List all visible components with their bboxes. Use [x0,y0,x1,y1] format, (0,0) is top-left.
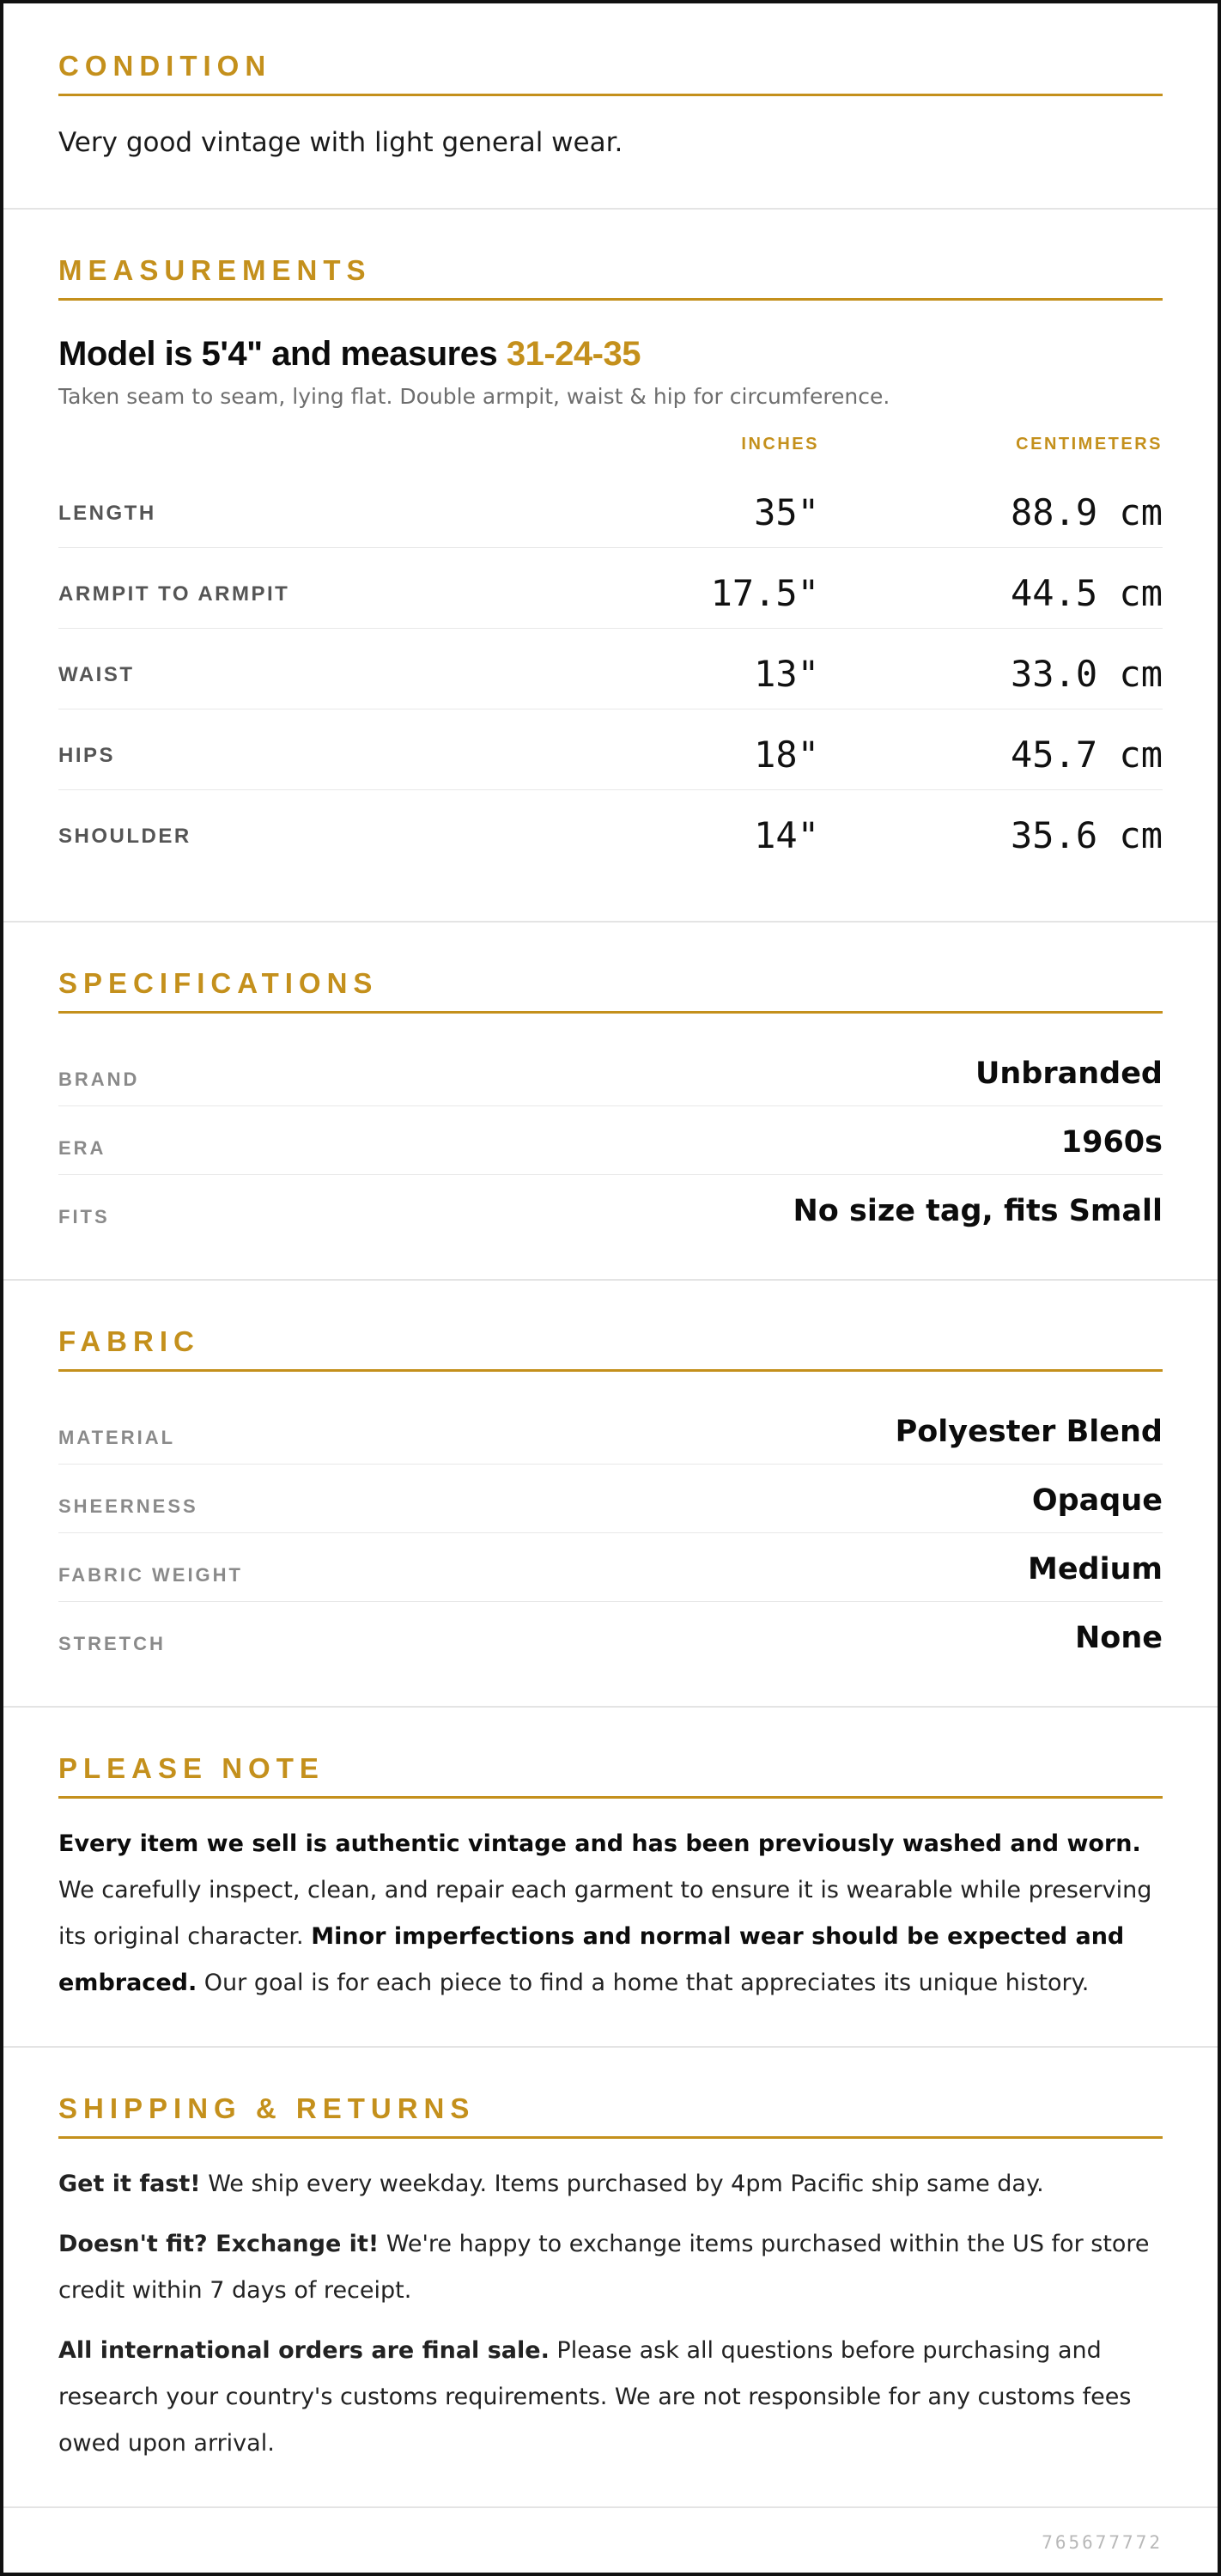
measurement-label: ARMPIT TO ARMPIT [58,582,290,606]
note-text-2: Our goal is for each piece to find a home that appreciates its unique history. [197,1970,1090,1996]
measurement-inches: 17.5" [710,572,819,614]
fabric-value: Polyester Blend [895,1415,1163,1449]
specifications-heading: SPECIFICATIONS [58,969,1163,1014]
spec-value: 1960s [1060,1125,1163,1160]
measurement-inches: 14" [754,814,819,856]
shipping-text-2: We're happy to exchange items purchased within the US for store credit within 7 days of receipt. [58,2231,1150,2304]
measurement-cm: 33.0 cm [1010,653,1163,695]
list-item [58,1038,1163,1106]
table-row [58,467,1163,548]
centimeters-column-header: CENTIMETERS [1016,435,1163,454]
exchange-paragraph [58,2221,1163,2314]
condition-heading: CONDITION [58,52,1163,96]
measurements-heading: MEASUREMENTS [58,256,1163,301]
model-prefix: Model is 5'4" and measures [58,335,507,373]
note-bold-1: Every item we sell is authentic vintage and has been previously washed and worn. [58,1830,1141,1857]
measurement-inches: 35" [754,491,819,533]
fabric-heading: FABRIC [58,1327,1163,1372]
measurement-label: SHOULDER [58,825,191,848]
spec-key: BRAND [58,1069,140,1090]
shipping-text-1: We ship every weekday. Items purchased by 4pm Pacific ship same day. [200,2171,1044,2197]
international-paragraph [58,2328,1163,2467]
fabric-value: Medium [1027,1552,1163,1586]
shipping-returns-heading: SHIPPING & RETURNS [58,2094,1163,2139]
list-item [58,1175,1163,1244]
note-text-1: We carefully inspect, clean, and repair each garment to ensure it is wearable while preserving its original character. [58,1877,1152,1950]
measurement-label: HIPS [58,744,116,767]
table-row [58,548,1163,629]
fabric-value: Opaque [1031,1483,1163,1518]
fabric-key: FABRIC WEIGHT [58,1564,243,1586]
condition-text: Very good vintage with light general wear. [58,127,623,158]
shipping-paragraph [58,2161,1163,2208]
spec-value: No size tag, fits Small [793,1194,1163,1228]
measurement-label: LENGTH [58,502,156,525]
fabric-list [58,1396,1163,1671]
please-note-text [58,1821,1163,2007]
specifications-section [3,923,1218,1281]
specifications-list [58,1038,1163,1244]
measurement-inches: 13" [754,653,819,695]
spec-key: FITS [58,1206,110,1227]
footer [3,2508,1218,2576]
list-item [58,1396,1163,1465]
shipping-bold-2: Doesn't fit? Exchange it! [58,2231,380,2257]
fabric-key: STRETCH [58,1633,166,1654]
model-measurements [58,335,1163,374]
please-note-heading: PLEASE NOTE [58,1754,1163,1799]
table-row [58,709,1163,790]
spec-value: Unbranded [975,1057,1163,1091]
measurement-cm: 35.6 cm [1010,814,1163,856]
list-item [58,1602,1163,1671]
measurement-cm: 88.9 cm [1010,491,1163,533]
measurements-table [58,435,1163,871]
please-note-section [3,1708,1218,2048]
list-item [58,1465,1163,1533]
measurement-cm: 44.5 cm [1010,572,1163,614]
list-item [58,1533,1163,1602]
fabric-key: MATERIAL [58,1427,176,1448]
table-row [58,790,1163,871]
measurement-method-note: Taken seam to seam, lying flat. Double armpit, waist & hip for circumference. [58,384,890,409]
model-figures: 31-24-35 [506,335,641,373]
inches-column-header: INCHES [741,435,819,454]
condition-section [3,3,1218,210]
fabric-key: SHEERNESS [58,1495,198,1517]
fabric-section [3,1281,1218,1708]
measurement-cm: 45.7 cm [1010,734,1163,776]
note-bold-2: Minor imperfections and normal wear should be expected and embraced. [58,1923,1125,1996]
shipping-text-3: Please ask all questions before purchasing and research your country's customs requirements. We are not responsible for any customs fees owed upon arrival. [58,2337,1132,2457]
fabric-value: None [1075,1621,1163,1655]
table-row [58,629,1163,709]
list-item [58,1106,1163,1175]
shipping-returns-section [3,2048,1218,2508]
measurements-table-header [58,435,1163,467]
shipping-bold-3: All international orders are final sale. [58,2337,550,2364]
measurement-label: WAIST [58,663,135,686]
measurements-section [3,210,1218,923]
spec-key: ERA [58,1137,106,1159]
item-id: 765677772 [1042,2532,1163,2553]
measurement-inches: 18" [754,734,819,776]
shipping-bold-1: Get it fast! [58,2171,201,2197]
